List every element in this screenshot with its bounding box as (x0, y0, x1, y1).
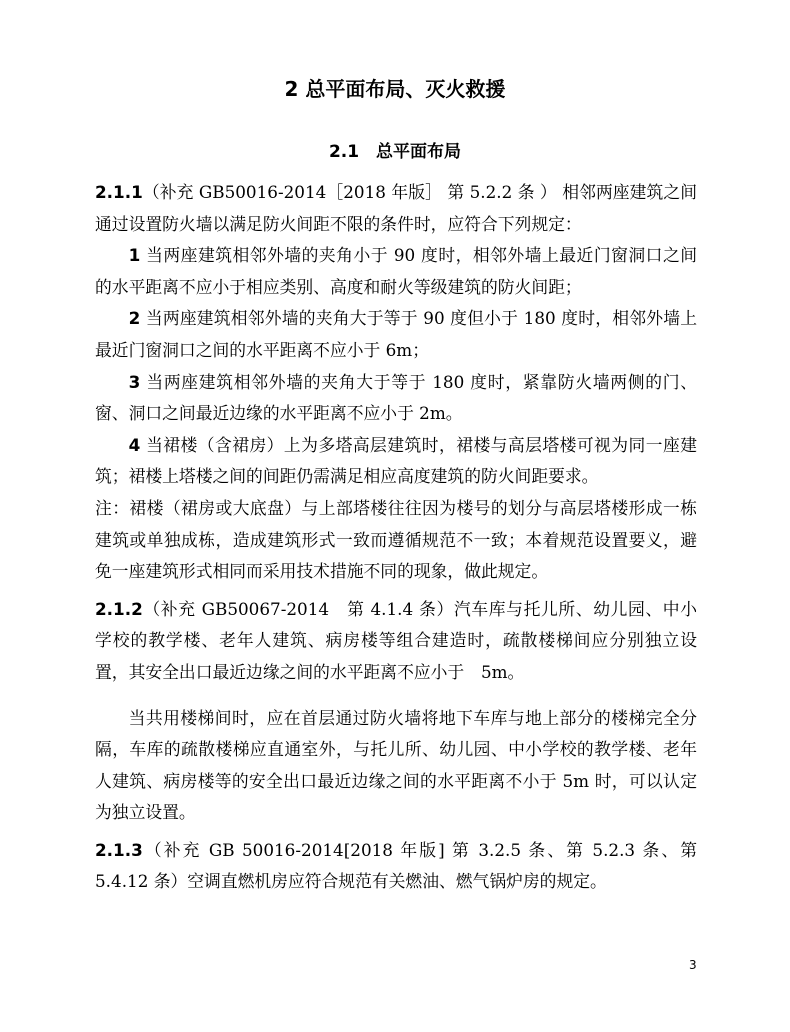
page-number: 3 (689, 958, 697, 972)
clause-number: 2.1.2 (95, 598, 143, 619)
clause-intro: （补充 GB 50016-2014[2018 年版] 第 3.2.5 条、第 5.2.3 条、第 5.4.12 条）空调直燃机房应符合规范有关燃油、燃气锅炉房的规定。 (95, 839, 697, 892)
item-text: 当两座建筑相邻外墙的夹角小于 90 度时，相邻外墙上最近门窗洞口之间的水平距离不应小于相应类别、高度和耐火等级建筑的防火间距； (95, 245, 697, 297)
clause-number: 2.1.3 (95, 839, 143, 860)
clause-number: 2.1.1 (95, 182, 143, 202)
item-number: 2 (128, 308, 141, 329)
list-item (95, 240, 697, 303)
list-item (95, 367, 697, 430)
clause-paragraph: 当共用楼梯间时，应在首层通过防火墙将地下车库与地上部分的楼梯完全分隔，车库的疏散楼梯应直通室外，与托儿所、幼儿园、中小学校的教学楼、老年人建筑、病房楼等的安全出口最近边缘之间的水平距离不小于 5m 时，可以认定为独立设置。 (95, 707, 697, 823)
item-number: 1 (128, 245, 141, 266)
item-text: 当裙楼（含裙房）上为多塔高层建筑时，裙楼与高层塔楼可视为同一座建筑；裙楼上塔楼之间的间距仍需满足相应高度建筑的防火间距要求。 (95, 434, 697, 487)
item-text: 当两座建筑相邻外墙的夹角大于等于 90 度但小于 180 度时，相邻外墙上最近门窗洞口之间的水平距离不应小于 6m； (95, 308, 697, 360)
document-body (95, 174, 697, 898)
clause-intro: （补充 GB50016-2014［2018 年版］ 第 5.2.2 条 ） 相邻两座建筑之间通过设置防火墙以满足防火间距不限的条件时，应符合下列规定： (95, 182, 697, 234)
clause-2-1-3 (95, 835, 697, 898)
chapter-title: 2 总平面布局、灭火救援 (284, 77, 506, 101)
list-item (95, 430, 697, 493)
list-item (95, 303, 697, 366)
item-number: 3 (128, 371, 141, 392)
section-title: 2.1 总平面布局 (328, 142, 462, 162)
clause-2-1-2 (95, 594, 697, 689)
clause-intro: （补充 GB50067-2014 第 4.1.4 条）汽车库与托儿所、幼儿园、中小学校的教学楼、老年人建筑、病房楼等组合建造时，疏散楼梯间应分别独立设置，其安全出口最近边缘之间的水平距离不应小于 5m。 (95, 598, 697, 682)
clause-note: 注：裙楼（裙房或大底盘）与上部塔楼往往因为楼号的划分与高层塔楼形成一栋建筑或单独成栋，造成建筑形式一致而遵循规范不一致；本着规范设置要义，避免一座建筑形式相同而采用技术措施不同的现象，做此规定。 (95, 497, 697, 582)
clause-2-1-1 (95, 177, 697, 240)
item-text: 当两座建筑相邻外墙的夹角大于等于 180 度时，紧靠防火墙两侧的门、窗、洞口之间最近边缘的水平距离不应小于 2m。 (95, 371, 697, 424)
item-number: 4 (128, 434, 141, 455)
